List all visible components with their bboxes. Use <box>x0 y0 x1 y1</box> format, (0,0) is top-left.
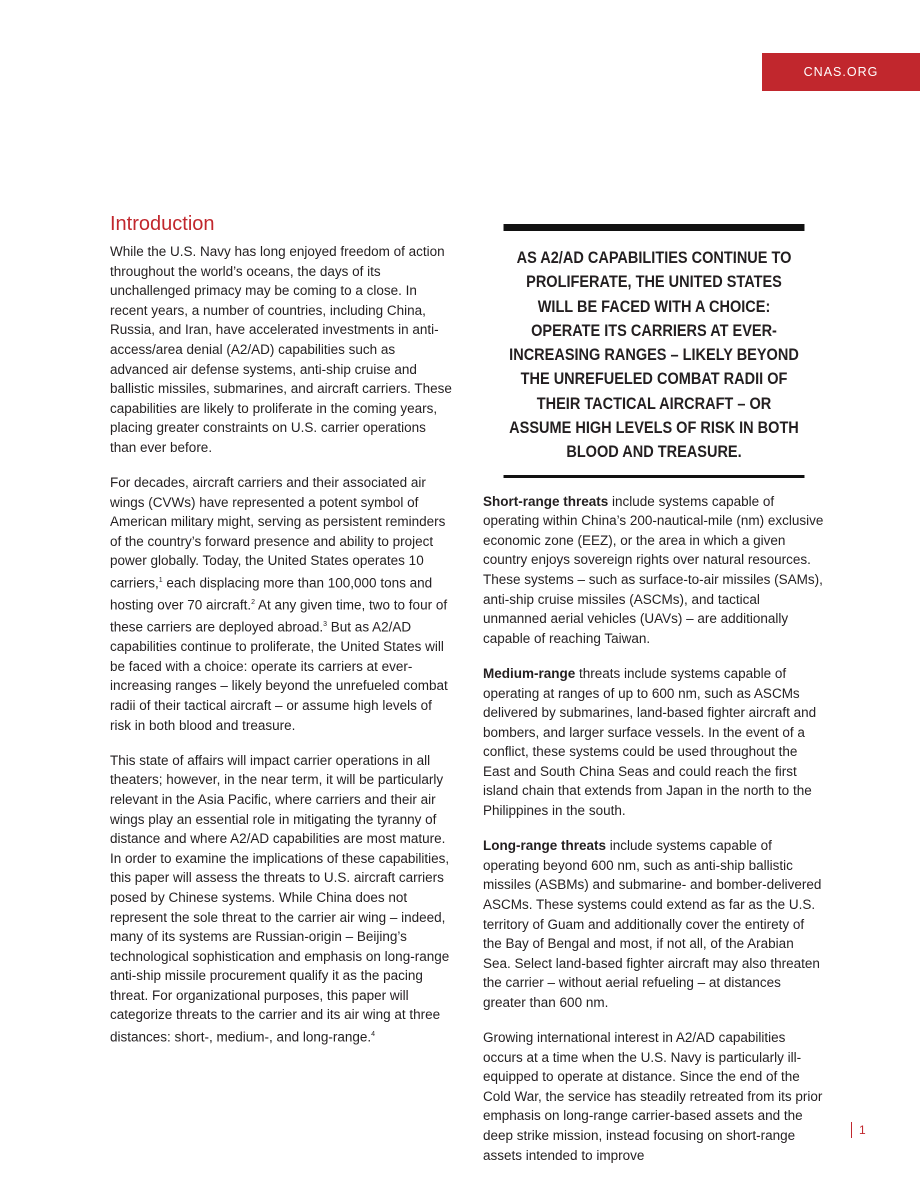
intro-paragraph-2 <box>110 473 455 735</box>
medium-range-text: threats include systems capable of operating at ranges of up to 600 nm, such as ASCMs delivered by submarines, land-based fighter aircraft and bombers, and larger surface vessels. In the event of a conflict, these systems could be used throughout the East and South China Seas and could reach the first island chain that extends from Japan in the north to the Philippines in the south. <box>483 665 817 819</box>
section-title: Introduction <box>110 213 215 235</box>
p2-text-d: But as A2/AD capabilities continue to proliferate, the United States will be faced with a choice: operate its carriers at ever-increasing ranges – likely beyond the unrefueled combat radii of their tactical aircraft – or assume high levels of risk in both blood and treasure. <box>110 619 448 733</box>
short-range-paragraph <box>483 492 825 649</box>
p2-text-c: At any given time, two to four of these carriers are deployed abroad. <box>110 597 448 635</box>
footnote-3[interactable]: 3 <box>323 621 328 629</box>
long-range-lead: Long-range threats <box>483 838 607 854</box>
pullquote-wrapper <box>483 224 825 478</box>
short-range-text: include systems capable of operating within China’s 200-nautical-mile (nm) exclusive economic zone (EEZ), or the area in which a given country enjoys sovereign rights over natural resources. These systems – such as surface-to-air missiles (SAMs), anti-ship cruise missiles (ASCMs), and tactical unmanned aerial vehicles (UAVs) – are additionally capable of reaching Taiwan. <box>483 493 824 646</box>
intro-paragraph-3 <box>110 751 455 1047</box>
medium-range-paragraph <box>483 664 825 821</box>
growing-interest-paragraph: Growing international interest in A2/AD capabilities occurs at a time when the U.S. Navy is particularly ill-equipped to operate at distance. Since the end of the Cold War, the service has steadily retreated from its prior emphasis on long-range carrier-based assets and the deep strike mission, instead focusing on short-range assets intended to improve <box>483 1030 823 1163</box>
footnote-1[interactable]: 1 <box>158 577 163 584</box>
site-badge[interactable]: CNAS.ORG <box>762 53 920 91</box>
right-column <box>483 224 825 1181</box>
p2-text-b: each displacing more than 100,000 tons and hosting over 70 aircraft. <box>110 575 433 613</box>
pullquote: AS A2/AD CAPABILITIES CONTINUE TO PROLIFERATE, THE UNITED STATES WILL BE FACED WITH A CHOICE: OPERATE ITS CARRIERS AT EVER-INCREASING RANGES – LIKELY BEYOND THE UNREFUELED COMBAT RADII OF THEIR TACTICAL AIRCRAFT – OR ASSUME HIGH LEVELS OF RISK IN BOTH BLOOD AND TREASURE. <box>504 224 805 478</box>
long-range-text: include systems capable of operating beyond 600 nm, such as anti-ship ballistic missiles (ASBMs) and submarine- and bomber-delivered ASCMs. These systems could extend as far as the U.S. territory of Guam and additionally cover the entirety of the Bay of Bengal and most, if not all, of the Arabian Sea. Select land-based fighter aircraft may also threaten the carrier – without aerial refueling – at distances greater than 600 nm. <box>483 838 822 1010</box>
page-number: 1 <box>851 1122 866 1138</box>
footnote-4[interactable]: 4 <box>371 1031 376 1039</box>
left-column <box>110 210 455 1063</box>
long-range-paragraph <box>483 836 825 1012</box>
intro-paragraph-1: While the U.S. Navy has long enjoyed freedom of action throughout the world’s oceans, the days of its unchallenged primacy may be coming to a close. In recent years, a number of countries, including China, Russia, and Iran, have accelerated investments in anti-access/area denial (A2/AD) capabilities such as advanced air defense systems, anti-ship cruise and ballistic missiles, submarines, and aircraft carriers. These capabilities are likely to proliferate in the coming years, placing greater constraints on U.S. carrier operations than ever before. <box>110 244 452 455</box>
footnote-2[interactable]: 2 <box>251 599 255 607</box>
p3-text: This state of affairs will impact carrier operations in all theaters; however, in the near term, it will be particularly relevant in the Asia Pacific, where carriers and their air wings play an essential role in mitigating the tyranny of distance and where A2/AD capabilities are most mature. In order to examine the implications of these capabilities, this paper will assess the threats to U.S. aircraft carriers posed by Chinese systems. While China does not represent the sole threat to the carrier air wing – indeed, many of its systems are Russian-origin – Beijing’s technological sophistication and emphasis on long-range anti-ship missile procurement qualify it as the pacing threat. For organizational purposes, this paper will categorize threats to the carrier and its air wing at three distances: short-, medium-, and long-range. <box>110 752 450 1045</box>
short-range-lead: Short-range threats <box>483 493 609 509</box>
medium-range-lead: Medium-range <box>483 665 576 681</box>
p2-text-a: For decades, aircraft carriers and their associated air wings (CVWs) have represented a potent symbol of American military might, serving as persistent reminders of the country’s forward presence and ability to project power globally. Today, the United States operates 10 carriers, <box>110 475 446 591</box>
